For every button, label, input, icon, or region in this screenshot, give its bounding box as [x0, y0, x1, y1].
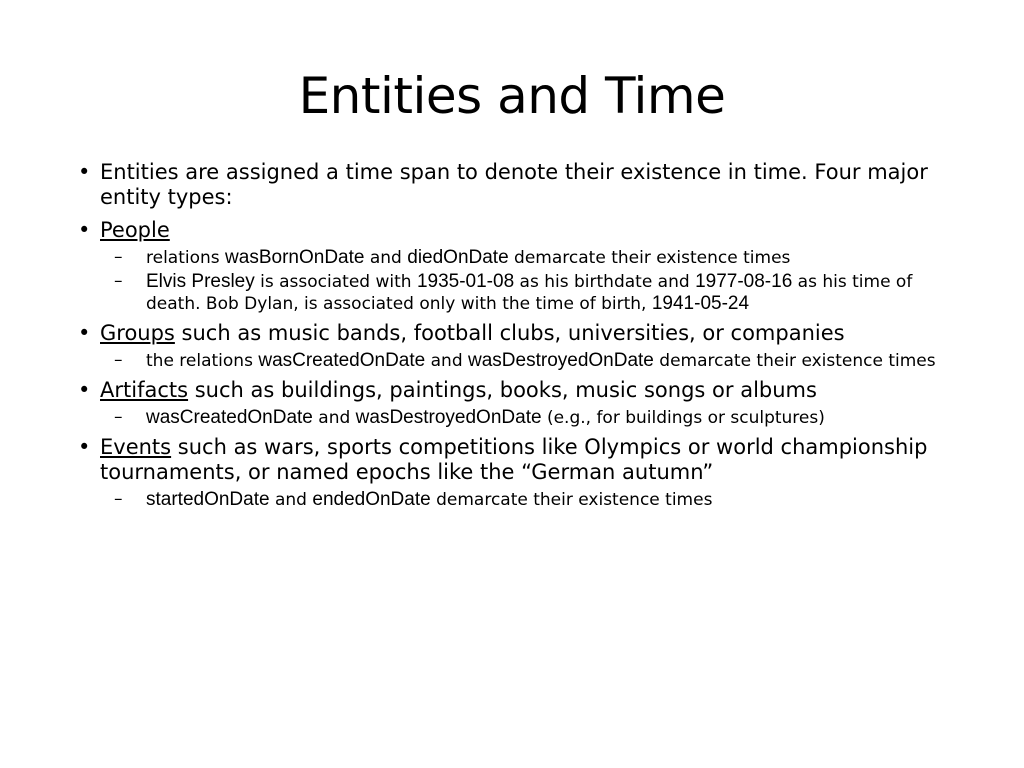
relation-code: endedOnDate	[312, 489, 431, 510]
entity-code: Elvis Presley	[146, 271, 255, 292]
text: is associated with	[254, 272, 417, 292]
bullet-text: such as music bands, football clubs, universities, or companies	[174, 321, 845, 345]
text: demarcate their existence times	[430, 490, 713, 510]
bullet-icon: •	[78, 435, 91, 459]
subbullet-groups-relations	[70, 350, 960, 372]
text: demarcate their existence times	[653, 351, 936, 371]
bullet-people	[70, 218, 960, 243]
bullet-events	[70, 435, 960, 485]
text: (e.g., for buildings or sculptures)	[541, 408, 825, 428]
artifacts-label: Artifacts	[100, 378, 189, 402]
bullet-text: Entities are assigned a time span to denote their existence in time. Four major entity types:	[100, 160, 928, 209]
text: and	[364, 248, 408, 268]
text: and	[425, 351, 469, 371]
slide-body	[70, 160, 960, 517]
text: as his birthdate and	[514, 272, 696, 292]
relation-code: startedOnDate	[146, 489, 270, 510]
bullet-icon: •	[78, 218, 91, 242]
relation-code: wasBornOnDate	[225, 247, 365, 268]
text: demarcate their existence times	[508, 248, 791, 268]
dash-icon: –	[114, 489, 123, 509]
bullet-icon: •	[78, 378, 91, 402]
subbullet-people-example	[70, 271, 960, 315]
groups-label: Groups	[100, 321, 175, 345]
relation-code: diedOnDate	[407, 247, 509, 268]
bullet-artifacts	[70, 378, 960, 403]
events-label: Events	[100, 435, 172, 459]
date-code: 1935-01-08	[416, 271, 515, 292]
dash-icon: –	[114, 407, 123, 427]
slide-title: Entities and Time	[298, 67, 726, 125]
text: as his time of death. Bob Dylan, is associated only with the time of birth,	[146, 272, 913, 314]
bullet-text: such as wars, sports competitions like Olympics or world championship tournaments, or named epochs like the “German autumn”	[100, 435, 928, 484]
people-label: People	[100, 218, 170, 242]
dash-icon: –	[114, 247, 123, 267]
bullet-icon: •	[78, 321, 91, 345]
subbullet-events-relations	[70, 489, 960, 511]
text: and	[269, 490, 313, 510]
bullet-text: such as buildings, paintings, books, music songs or albums	[188, 378, 817, 402]
date-code: 1977-08-16	[695, 271, 793, 292]
text: and	[312, 408, 356, 428]
subbullet-artifacts-relations	[70, 407, 960, 429]
dash-icon: –	[114, 350, 123, 370]
relation-code: wasDestroyedOnDate	[355, 407, 542, 428]
bullet-entities-intro	[70, 160, 960, 210]
bullet-icon: •	[78, 160, 91, 184]
bullet-groups	[70, 321, 960, 346]
relation-code: wasCreatedOnDate	[258, 350, 426, 371]
relation-code: wasCreatedOnDate	[146, 407, 313, 428]
subbullet-people-relations	[70, 247, 960, 269]
text: relations	[146, 248, 226, 268]
relation-code: wasDestroyedOnDate	[468, 350, 654, 371]
text: the relations	[146, 351, 259, 371]
dash-icon: –	[114, 271, 123, 291]
date-code: 1941-05-24	[651, 293, 750, 314]
